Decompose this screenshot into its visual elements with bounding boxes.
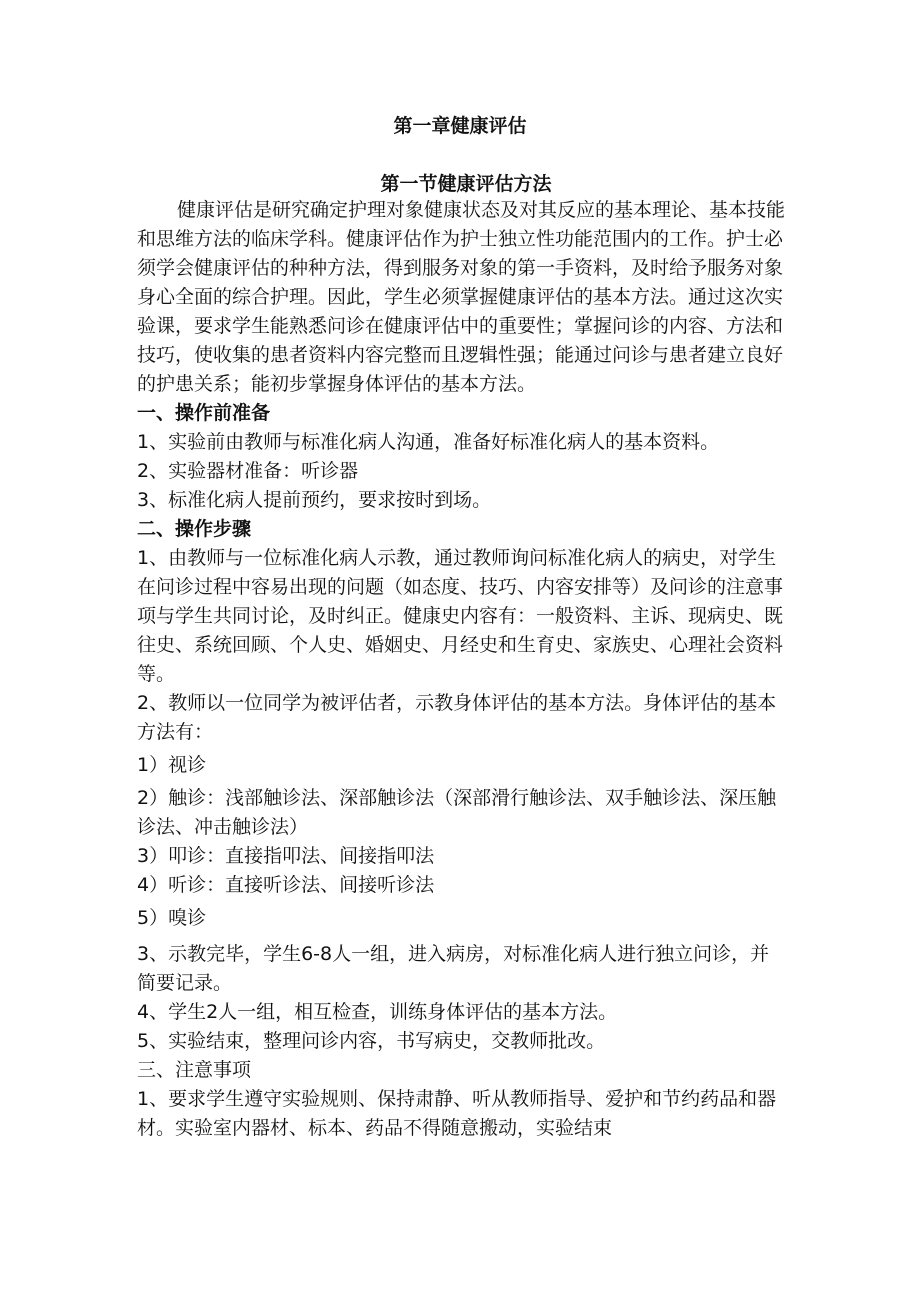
- intro-paragraph: 健康评估是研究确定护理对象健康状态及对其反应的基本理论、基本技能和思维方法的临床学科。健康评估作为护士独立性功能范围内的工作。护士必须学会健康评估的种种方法，得到服务对象的第一手资料，及时给予服务对象身心全面的综合护理。因此，学生必须掌握健康评估的基本方法。通过这次实验课，要求学生能熟悉问诊在健康评估中的重要性；掌握问诊的内容、方法和技巧，使收集的患者资料内容完整而且逻辑性强；能通过问诊与患者建立良好的护患关系；能初步掌握身体评估的基本方法。: [137, 199, 786, 395]
- prep-item-2: 2、实验器材准备：听诊器: [137, 460, 359, 482]
- method-auscultation: 4）听诊：直接听诊法、间接听诊法: [137, 874, 435, 896]
- notes-item-1: 1、要求学生遵守实验规则、保持肃静、听从教师指导、爱护和节约药品和器材。实验室内器材、标本、药品不得随意搬动，实验结束: [137, 1088, 777, 1139]
- step-4: 4、学生2人一组，相互检查，训练身体评估的基本方法。: [137, 1001, 618, 1023]
- step-5: 5、实验结束，整理问诊内容，书写病史，交教师批改。: [137, 1030, 606, 1052]
- step-2: 2、教师以一位同学为被评估者，示教身体评估的基本方法。身体评估的基本方法有：: [137, 692, 777, 743]
- document-body: [137, 196, 787, 1143]
- prep-item-3: 3、标准化病人提前预约，要求按时到场。: [137, 489, 492, 511]
- chapter-title: 第一章健康评估: [393, 115, 527, 137]
- prep-item-1: 1、实验前由教师与标准化病人沟通，准备好标准化病人的基本资料。: [137, 431, 720, 453]
- heading-preparation: 一、操作前准备: [137, 402, 271, 424]
- method-inspection: 1）视诊: [137, 754, 207, 776]
- method-percussion: 3）叩诊：直接指叩法、间接指叩法: [137, 845, 435, 867]
- section-title: 第一节健康评估方法: [380, 173, 552, 195]
- step-3: 3、示教完毕，学生6-8人一组，进入病房，对标准化病人进行独立问诊，并简要记录。: [137, 943, 770, 994]
- heading-notes: 三、注意事项: [137, 1059, 252, 1081]
- method-palpation: 2）触诊：浅部触诊法、深部触诊法（深部滑行触诊法、双手触诊法、深压触诊法、冲击触诊法）: [137, 787, 777, 838]
- method-olfaction: 5）嗅诊: [137, 907, 207, 929]
- step-1: 1、由教师与一位标准化病人示教，通过教师询问标准化病人的病史，对学生在问诊过程中容易出现的问题（如态度、技巧、内容安排等）及问诊的注意事项与学生共同讨论，及时纠正。健康史内容有：一般资料、主诉、现病史、既往史、系统回顾、个人史、婚姻史、月经史和生育史、家族史、心理社会资料等。: [137, 547, 784, 685]
- heading-steps: 二、操作步骤: [137, 518, 252, 540]
